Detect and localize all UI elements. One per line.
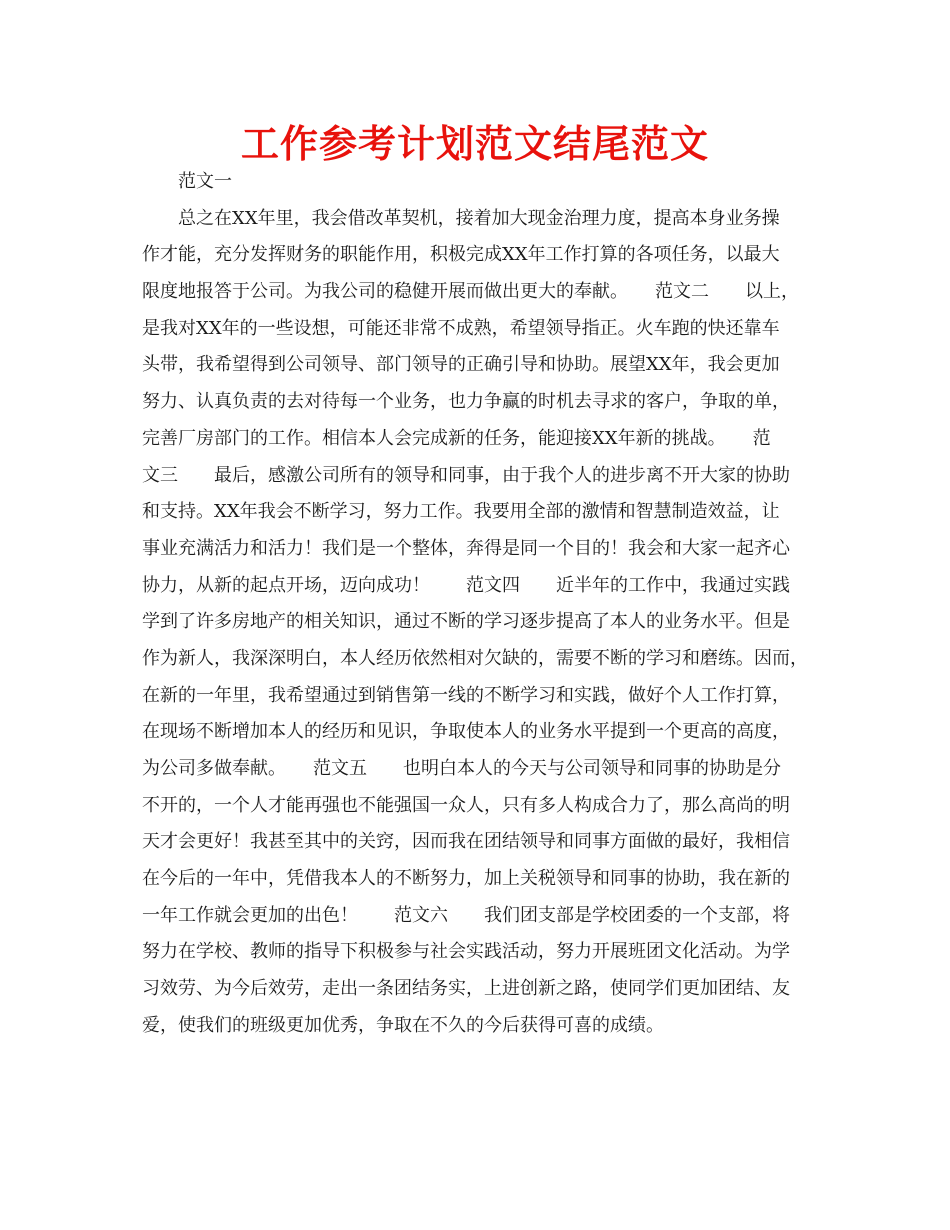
body-line: 完善厂房部门的工作。相信本人会完成新的任务，能迎接XX年新的挑战。 范	[142, 427, 771, 449]
body-line: 文三 最后，感激公司所有的领导和同事，由于我个人的进步离不开大家的协助	[142, 464, 790, 486]
body-line: 一年工作就会更加的出色！ 范文六 我们团支部是学校团委的一个支部，将	[142, 904, 790, 926]
body-line: 作为新人，我深深明白，本人经历依然相对欠缺的，需要不断的学习和磨练。因而，	[142, 647, 808, 669]
body-line: 为公司多做奉献。 范文五 也明白本人的今天与公司领导和同事的协助是分	[142, 758, 781, 779]
body-line: 事业充满活力和活力！我们是一个整体，奔得是同一个目的！我会和大家一起齐心	[142, 537, 790, 559]
body-line: 习效劳、为今后效劳，走出一条团结务实，上进创新之路，使同学们更加团结、友	[142, 978, 790, 1000]
body-line: 是我对XX年的一些设想，可能还非常不成熟，希望领导指正。火车跑的快还靠车	[142, 317, 780, 339]
body-line: 范文一	[178, 171, 232, 192]
document-title: 工作参考计划范文结尾范文	[240, 122, 709, 166]
body-line: 在新的一年里，我希望通过到销售第一线的不断学习和实践，做好个人工作打算，	[142, 684, 790, 706]
body-line: 总之在XX年里，我会借改革契机，接着加大现金治理力度，提高本身业务操	[178, 207, 780, 229]
body-line: 在现场不断增加本人的经历和见识，争取使本人的业务水平提到一个更高的高度，	[142, 721, 790, 743]
body-line: 在今后的一年中，凭借我本人的不断努力，加上关税领导和同事的协助，我在新的	[142, 868, 790, 890]
document-body	[142, 164, 824, 1045]
body-line: 学到了许多房地产的相关知识，通过不断的学习逐步提高了本人的业务水平。但是	[142, 611, 790, 633]
body-line: 作才能，充分发挥财务的职能作用，积极完成XX年工作打算的各项任务，以最大	[142, 244, 780, 266]
body-line: 头带，我希望得到公司领导、部门领导的正确引导和协助。展望XX年，我会更加	[142, 354, 780, 376]
body-line: 不开的，一个人才能再强也不能强国一众人，只有多人构成合力了，那么高尚的明	[142, 794, 790, 816]
body-line: 协力，从新的起点开场，迈向成功！ 范文四 近半年的工作中，我通过实践	[142, 574, 790, 596]
body-line: 努力、认真负责的去对待每一个业务，也力争赢的时机去寻求的客户，争取的单，	[142, 391, 790, 413]
body-line: 努力在学校、教师的指导下积极参与社会实践活动，努力开展班团文化活动。为学	[142, 941, 790, 963]
body-line: 天才会更好！我甚至其中的关窍，因而我在团结领导和同事方面做的最好，我相信	[142, 831, 790, 853]
body-line: 和支持。XX年我会不断学习，努力工作。我要用全部的激情和智慧制造效益，让	[142, 501, 780, 523]
body-line: 限度地报答于公司。为我公司的稳健开展而做出更大的奉献。 范文二 以上，	[142, 281, 799, 303]
body-line: 爱，使我们的班级更加优秀，争取在不久的今后获得可喜的成绩。	[142, 1014, 664, 1036]
